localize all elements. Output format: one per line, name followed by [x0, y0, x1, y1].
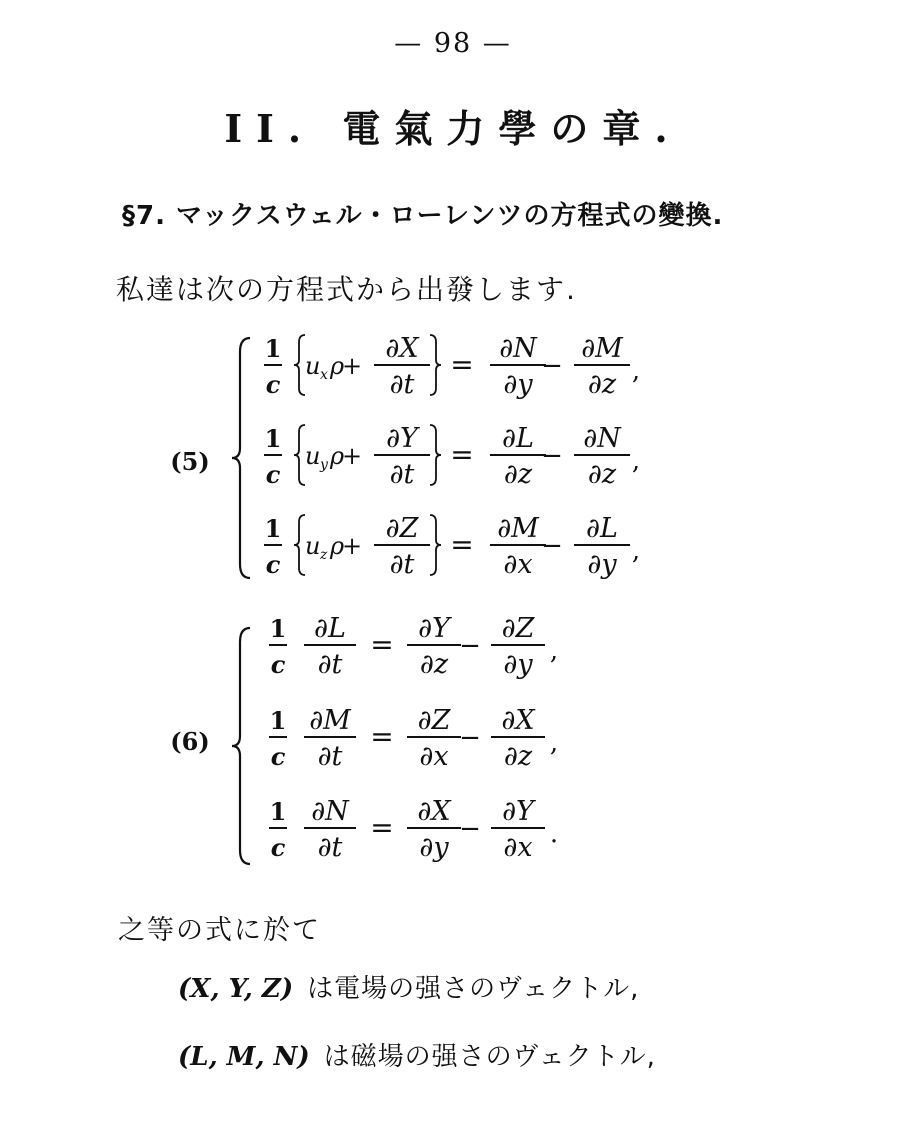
minus-sign: −: [541, 351, 563, 381]
fraction-denominator: ∂t: [317, 741, 343, 772]
fraction-numerator: ∂M: [497, 513, 539, 544]
fraction-numerator: ∂N: [583, 423, 621, 454]
fraction-denominator: ∂t: [317, 649, 343, 680]
fraction-denominator: ∂z: [503, 741, 533, 772]
fraction-numerator: ∂Z: [385, 513, 419, 544]
plus-sign: +: [341, 532, 363, 560]
minus-sign: −: [459, 631, 481, 661]
intro-text: 私達は次の方程式から出發します.: [116, 273, 577, 306]
minus-sign: −: [541, 531, 563, 561]
equals-sign: =: [450, 438, 474, 471]
fraction-denominator: ∂t: [317, 832, 343, 863]
fraction-numerator: 1: [264, 334, 282, 363]
equals-sign: =: [370, 628, 394, 661]
fraction-denominator: c: [265, 550, 281, 579]
charge-density-symbol: ρ: [330, 532, 345, 560]
fraction-denominator: c: [265, 460, 281, 489]
fraction-numerator: ∂Z: [417, 705, 451, 736]
fraction-numerator: ∂Z: [501, 613, 535, 644]
minus-sign: −: [541, 441, 563, 471]
fraction-numerator: ∂X: [385, 333, 419, 364]
curly-brace-close: [430, 515, 441, 575]
velocity-subscript: y: [320, 457, 328, 473]
punctuation: ,: [631, 356, 641, 386]
fraction-denominator: ∂y: [419, 832, 449, 863]
plus-sign: +: [341, 352, 363, 380]
fraction-numerator: 1: [269, 614, 287, 643]
fraction-numerator: ∂X: [501, 705, 535, 736]
punctuation: ,: [631, 536, 641, 566]
velocity-subscript: x: [320, 367, 328, 383]
equals-sign: =: [450, 348, 474, 381]
fraction-denominator: c: [270, 650, 286, 679]
equals-sign: =: [370, 811, 394, 844]
fraction-denominator: c: [265, 370, 281, 399]
minus-sign: −: [459, 723, 481, 753]
fraction-denominator: ∂y: [587, 549, 617, 580]
fraction-numerator: ∂N: [311, 796, 349, 827]
fraction-numerator: ∂L: [502, 423, 534, 454]
fraction-denominator: ∂z: [503, 459, 533, 490]
fraction-numerator: 1: [269, 797, 287, 826]
curly-brace-open: [294, 425, 305, 485]
fraction-numerator: ∂X: [417, 796, 451, 827]
definition-row-electric: [178, 968, 639, 1005]
punctuation: .: [549, 819, 559, 849]
charge-density-symbol: ρ: [330, 352, 345, 380]
curly-brace-open: [294, 515, 305, 575]
fraction-numerator: ∂M: [581, 333, 623, 364]
fraction-numerator: ∂L: [586, 513, 618, 544]
curly-brace-close: [430, 425, 441, 485]
fraction-denominator: ∂z: [587, 369, 617, 400]
equation-label: (5): [170, 447, 210, 476]
equals-sign: =: [450, 528, 474, 561]
curly-brace-close: [430, 335, 441, 395]
fraction-numerator: ∂Y: [418, 613, 450, 644]
fraction-denominator: ∂z: [587, 459, 617, 490]
definition-text: は電場の强さのヴェクトル,: [307, 974, 640, 1004]
fraction-numerator: ∂L: [314, 613, 346, 644]
plus-sign: +: [341, 442, 363, 470]
fraction-denominator: ∂z: [419, 649, 449, 680]
equals-sign: =: [370, 720, 394, 753]
fraction-numerator: ∂Y: [386, 423, 418, 454]
fraction-numerator: ∂Y: [502, 796, 534, 827]
punctuation: ,: [631, 446, 641, 476]
minus-sign: −: [459, 814, 481, 844]
section-heading: §7. マックスウェル・ローレンツの方程式の變換.: [122, 201, 724, 231]
fraction-numerator: ∂N: [499, 333, 537, 364]
fraction-denominator: ∂x: [503, 549, 533, 580]
fraction-denominator: ∂y: [503, 369, 533, 400]
definition-symbol: (X, Y, Z): [178, 974, 294, 1004]
velocity-symbol: u: [305, 442, 321, 470]
velocity-symbol: u: [305, 532, 321, 560]
left-brace: [232, 628, 250, 864]
punctuation: ,: [549, 728, 559, 758]
velocity-symbol: u: [305, 352, 321, 380]
fraction-denominator: ∂t: [389, 549, 415, 580]
left-brace: [232, 338, 250, 578]
velocity-subscript: z: [320, 547, 328, 563]
curly-brace-open: [294, 335, 305, 395]
charge-density-symbol: ρ: [330, 442, 345, 470]
fraction-denominator: c: [270, 742, 286, 771]
definition-symbol: (L, M, N): [178, 1042, 310, 1072]
punctuation: ,: [549, 636, 559, 666]
definition-text: は磁場の强さのヴェクトル,: [323, 1042, 656, 1072]
fraction-denominator: ∂t: [389, 459, 415, 490]
fraction-numerator: 1: [264, 514, 282, 543]
fraction-denominator: ∂x: [419, 741, 449, 772]
fraction-numerator: ∂M: [309, 705, 351, 736]
fraction-denominator: ∂x: [503, 832, 533, 863]
equation-label: (6): [170, 727, 210, 756]
fraction-denominator: ∂t: [389, 369, 415, 400]
definition-row-magnetic: [178, 1036, 656, 1073]
fraction-denominator: ∂y: [503, 649, 533, 680]
fraction-numerator: 1: [264, 424, 282, 453]
chapter-title: II. 電氣力學の章.: [224, 106, 682, 151]
closing-text: 之等の式に於て: [118, 915, 321, 946]
page-number: — 98 —: [394, 28, 512, 59]
fraction-denominator: c: [270, 833, 286, 862]
fraction-numerator: 1: [269, 706, 287, 735]
